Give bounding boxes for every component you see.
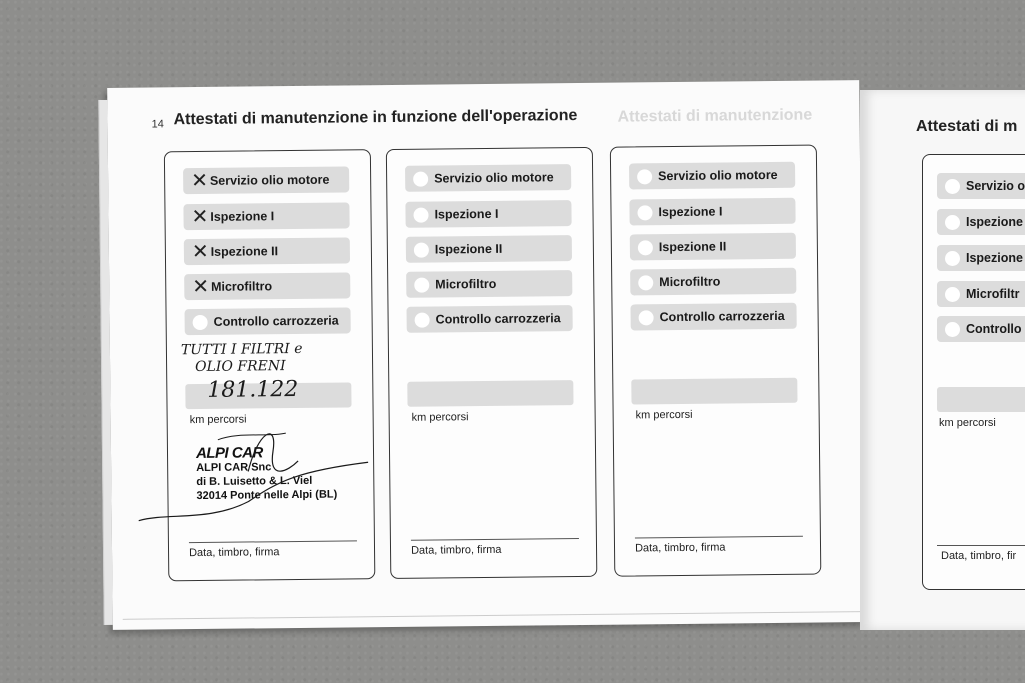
date-signature-line [937,545,1025,546]
date-stamp-label: Data, timbro, firma [410,543,502,557]
option-inspection-2 [184,237,350,265]
radio-circle-icon [945,322,960,337]
option-label: Controllo carrozzeria [213,313,339,329]
option-oil-service [937,173,1025,199]
option-label: Ispezione I [210,209,275,224]
km-label: km percorsi [411,411,469,424]
handwritten-cross-icon: ✕ [191,203,209,229]
option-microfilter [937,281,1025,307]
option-label: Ispezione II [434,241,503,257]
option-inspection-1 [405,200,571,228]
handwritten-cross-icon: ✕ [191,238,209,264]
km-label: km percorsi [939,417,996,429]
option-label: Servizio olio motore [209,172,330,188]
radio-circle-icon [945,179,960,194]
option-label: Ispezione II [658,239,727,255]
stamp-line-2: di B. Luisetto & L. Viel [196,474,313,489]
right-page [860,90,1025,630]
km-label: km percorsi [635,408,693,422]
handwritten-cross-icon: ✕ [192,273,210,299]
date-stamp-label: Data, timbro, firma [188,546,280,560]
option-body-check [630,303,796,331]
signature-scribble [128,410,389,533]
maintenance-card-right [922,154,1025,590]
radio-circle-icon [193,314,208,329]
option-label: Servizio olio motore [658,167,778,184]
option-microfilter [630,268,796,296]
handwritten-km-value: 181.122 [207,376,299,403]
date-signature-line [189,540,357,543]
option-label: Servizio o [966,179,1025,193]
option-body-check [185,307,351,335]
option-body-check [937,316,1025,342]
stamp-brand: ALPI CAR [195,444,263,463]
option-label: Controllo carrozzeria [435,311,561,327]
radio-circle-icon [414,277,429,292]
stamp-line-3: 32014 Ponte nelle Alpi (BL) [196,488,338,503]
stamp-line-1: ALPI CAR Snc [196,461,272,475]
radio-circle-icon [413,207,428,222]
option-oil-service [629,162,795,190]
option-label: Ispezione I [658,204,723,220]
radio-circle-icon [637,169,652,184]
option-label: Microfiltro [210,279,273,294]
option-inspection-1 [937,209,1025,235]
maintenance-card-3 [610,145,821,577]
option-label: Ispezione I [434,206,499,222]
option-inspection-1 [183,202,349,230]
option-oil-service [405,164,571,192]
radio-circle-icon [414,242,429,257]
option-label: Ispezione [966,251,1023,265]
left-page [107,80,865,630]
bleed-through-heading: Attestati di manutenzione [617,106,813,126]
option-body-check [406,305,572,333]
option-microfilter [184,272,350,300]
option-label: Ispezione II [210,244,279,259]
option-microfilter [406,270,572,298]
page-heading: Attestati di m [916,118,1018,135]
option-label: Ispezione [966,215,1023,229]
km-field [631,378,797,405]
option-inspection-2 [406,235,572,263]
date-stamp-label: Data, timbro, fir [941,550,1017,562]
option-inspection-2 [630,233,796,261]
option-label: Controllo carrozzeria [659,308,785,325]
option-label: Servizio olio motore [434,170,554,186]
date-signature-line [635,536,803,539]
maintenance-card-2 [386,147,597,579]
option-label: Microfiltr [966,287,1020,301]
maintenance-card-1 [164,149,375,581]
handwritten-note-line-1: TUTTI I FILTRI e [180,340,303,359]
radio-circle-icon [945,287,960,302]
option-oil-service [183,166,349,194]
option-inspection-1 [629,198,795,226]
option-label: Microfiltro [659,274,721,290]
handwritten-cross-icon: ✕ [191,167,209,193]
page-number: 14 [151,118,164,131]
radio-circle-icon [945,215,960,230]
option-label: Microfiltro [435,276,497,292]
km-label: km percorsi [189,413,247,427]
radio-circle-icon [638,240,653,255]
radio-circle-icon [413,171,428,186]
radio-circle-icon [638,275,653,290]
radio-circle-icon [639,310,654,325]
handwritten-note-line-2: OLIO FRENI [195,358,286,376]
option-inspection-2 [937,245,1025,271]
km-field [407,380,573,407]
radio-circle-icon [415,312,430,327]
page-heading: Attestati di manutenzione in funzione dell'operazione [173,107,578,129]
date-signature-line [411,538,579,541]
page-bottom-rule [123,611,863,620]
option-label: Controllo [966,322,1022,336]
km-field [937,387,1025,412]
radio-circle-icon [945,251,960,266]
radio-circle-icon [637,205,652,220]
date-stamp-label: Data, timbro, firma [634,541,726,555]
page-edge-stack [98,100,112,625]
